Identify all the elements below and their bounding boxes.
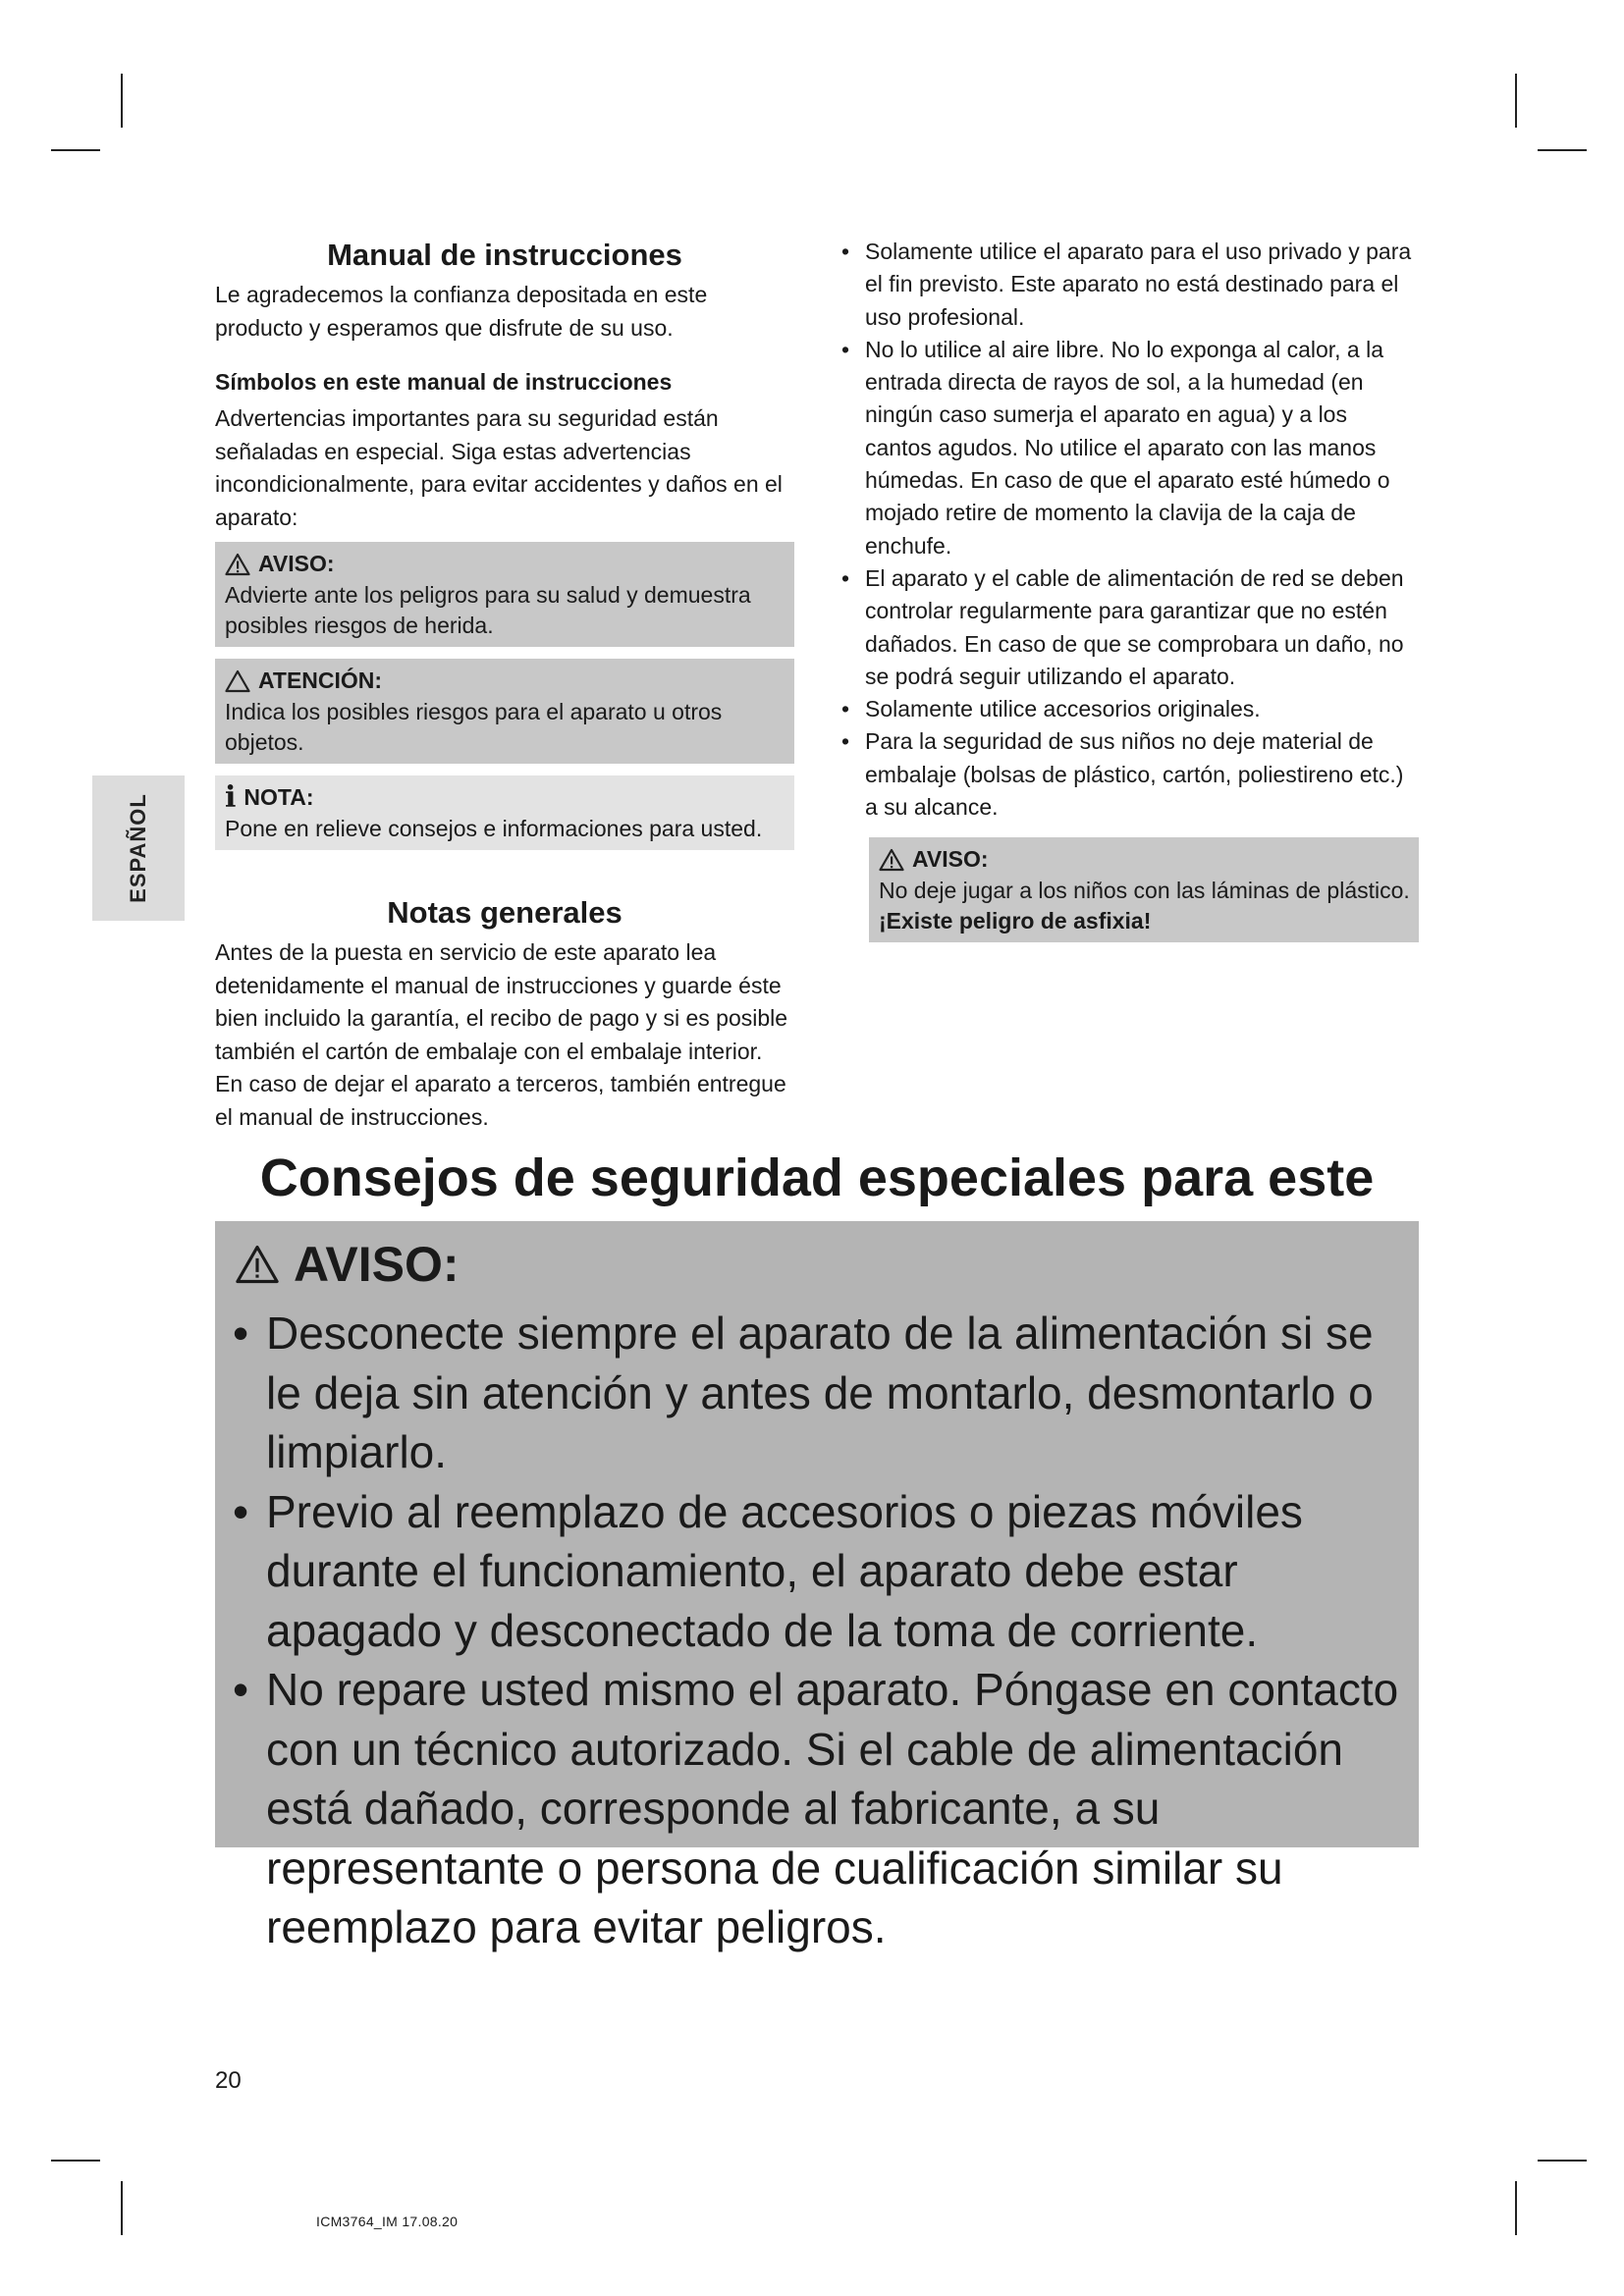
- language-tab: [92, 775, 185, 921]
- general-notes-text: Antes de la puesta en servicio de este aparato lea detenidamente el manual de instrucciones y guarde éste bien incluido la garantía, el recibo de pago y si es posible también el cartón de embalaje con el embalaje interior. En caso de dejar el aparato a terceros, también entregue el manual de instrucciones.: [215, 939, 788, 1130]
- info-icon: i: [225, 779, 237, 815]
- manual-title: Manual de instrucciones: [327, 238, 682, 272]
- list-item: • No lo utilice al aire libre. No lo exponga al calor, a la entrada directa de rayos de sol, a la humedad (en ningún caso sumerja el aparato en agua) y a los cantos agudos. No utilice el aparato con las manos húmedas. En caso de que el aparato esté húmedo o mojado retire de momento la clavija de la caja de enchufe.: [839, 334, 1419, 562]
- crop-mark: [51, 149, 100, 151]
- document-code: ICM3764_IM 17.08.20: [316, 2214, 459, 2229]
- symbols-text: Advertencias importantes para su seguridad están señaladas en especial. Siga estas advertencias incondicionalmente, para evitar accidentes y daños en el aparato:: [215, 405, 783, 530]
- note-text: Pone en relieve consejos e informaciones para usted.: [225, 816, 763, 841]
- crop-mark: [1515, 74, 1517, 128]
- warning-triangle-icon: [879, 848, 904, 872]
- crop-mark: [121, 2181, 123, 2235]
- list-item: • Previo al reemplazo de accesorios o piezas móviles durante el funcionamiento, el aparato debe estar apagado y desconectado de la toma de corriente.: [229, 1482, 1407, 1661]
- attention-title: ATENCIÓN:: [258, 667, 383, 693]
- child-warning-emphasis: ¡Existe peligro de asfixia!: [879, 908, 1152, 934]
- list-item: • Desconecte siempre el aparato de la alimentación si se le deja sin atención y antes de montarlo, desmontarlo o limpiarlo.: [229, 1304, 1407, 1482]
- attention-box: [215, 659, 794, 764]
- attention-text: Indica los posibles riesgos para el aparato u otros objetos.: [225, 699, 723, 755]
- safety-section-title: Consejos de seguridad especiales para este: [259, 1148, 1375, 1207]
- child-warning-text: No deje jugar a los niños con las láminas de plástico.: [879, 878, 1410, 904]
- warning-triangle-icon: [235, 1244, 280, 1285]
- list-item: • No repare usted mismo el aparato. Póngase en contacto con un técnico autorizado. Si el cable de alimentación está dañado, corresponde al fabricante, a su representante o persona de cualificación similar su reemplazo para evitar peligros.: [229, 1660, 1407, 1957]
- crop-mark: [121, 74, 123, 128]
- warning-title: AVISO:: [258, 551, 335, 576]
- child-warning-box: [869, 837, 1419, 942]
- crop-mark: [1538, 2160, 1587, 2162]
- safety-warning-box: [215, 1221, 1419, 1952]
- crop-mark: [51, 2160, 100, 2162]
- note-box: [215, 775, 794, 850]
- warning-triangle-icon: [225, 553, 250, 576]
- child-warning-title: AVISO:: [912, 846, 989, 873]
- caution-triangle-icon: [225, 669, 250, 693]
- note-title: NOTA:: [244, 784, 314, 810]
- safety-bullet-list: [839, 236, 1419, 824]
- safety-warning-title: AVISO:: [294, 1237, 460, 1292]
- general-notes-title: Notas generales: [387, 895, 623, 930]
- warning-box: [215, 542, 794, 647]
- safety-warning-list: [229, 1304, 1407, 1957]
- crop-mark: [1538, 149, 1587, 151]
- list-item: • Solamente utilice el aparato para el uso privado y para el fin previsto. Este aparato no está destinado para el uso profesional.: [839, 236, 1419, 334]
- list-item: • Para la seguridad de sus niños no deje material de embalaje (bolsas de plástico, cartón, poliestireno etc.) a su alcance.: [839, 725, 1419, 824]
- language-tab-label: ESPAÑOL: [126, 793, 150, 903]
- right-column: [839, 236, 1419, 942]
- page-number: 20: [215, 2067, 242, 2094]
- manual-intro: Le agradecemos la confianza depositada en este producto y esperamos que disfrute de su uso.: [215, 282, 708, 341]
- warning-text: Advierte ante los peligros para su salud y demuestra posibles riesgos de herida.: [225, 582, 751, 638]
- crop-mark: [1515, 2181, 1517, 2235]
- symbols-heading: Símbolos en este manual de instrucciones: [215, 369, 673, 395]
- list-item: • El aparato y el cable de alimentación de red se deben controlar regularmente para garantizar que no estén dañados. En caso de que se comprobara un daño, no se podrá seguir utilizando el aparato.: [839, 562, 1419, 693]
- list-item: • Solamente utilice accesorios originales.: [839, 693, 1419, 725]
- left-column: [215, 236, 794, 1134]
